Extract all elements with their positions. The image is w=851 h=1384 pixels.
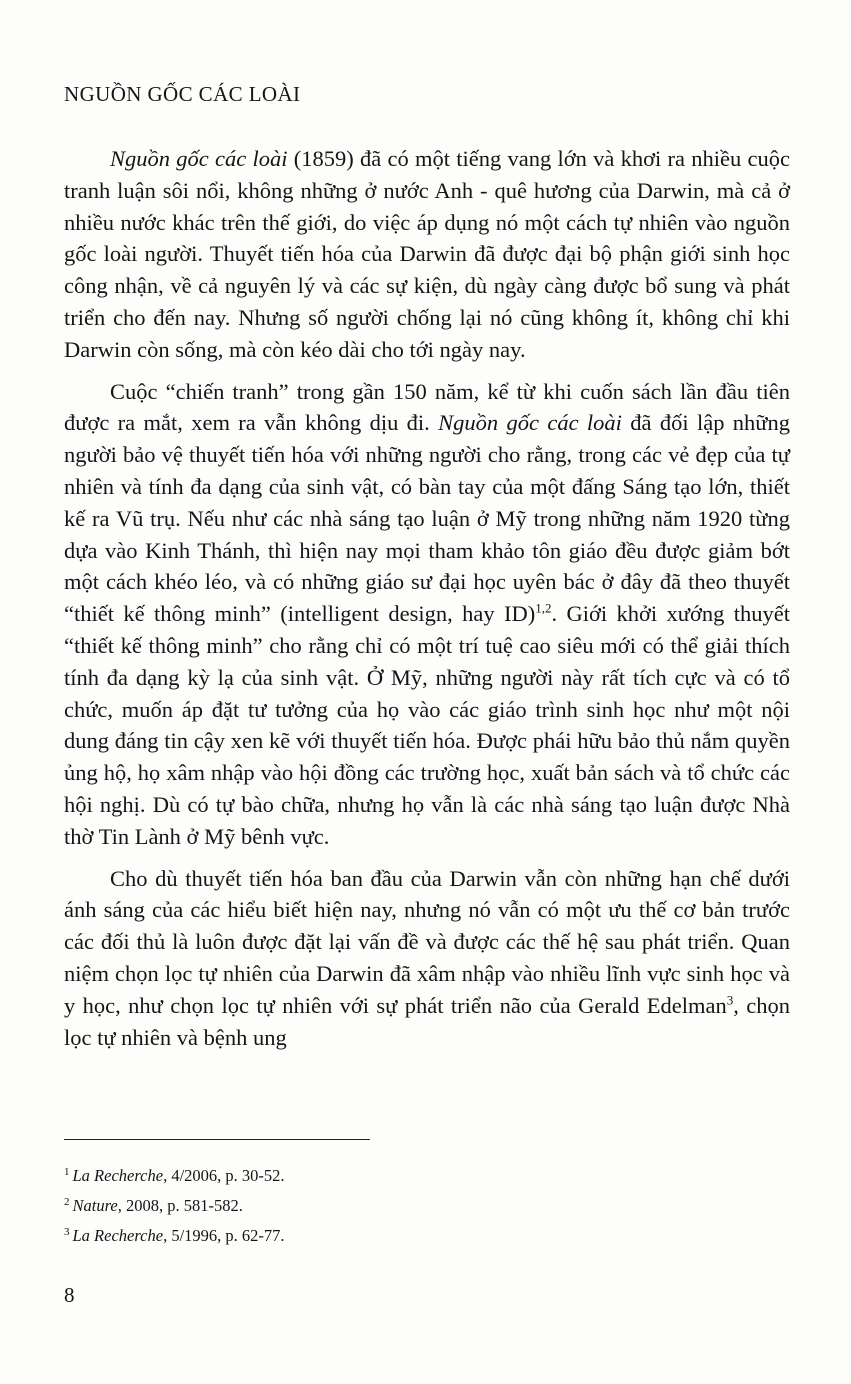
footnote-2	[64, 1191, 285, 1221]
running-header: NGUỒN GỐC CÁC LOÀI	[64, 82, 301, 106]
paragraph-2-text-b: đã đối lập những người bảo vệ thuyết tiến hóa với những người cho rằng, trong các vẻ đẹp của tự nhiên và tính đa dạng của sinh vật, có bàn tay của một đấng Sáng tạo lớn, thiết kế ra Vũ trụ. Nếu như các nhà sáng tạo luận ở Mỹ trong những năm 1920 từng dựa vào Kinh Thánh, thì hiện nay mọi tham khảo tôn giáo đều được giảm bớt một cách khéo léo, và có những giáo sư đại học uyên bác ở đây đã theo thuyết “thiết kế thông minh” (intelligent design, hay ID)	[64, 410, 790, 627]
footnote-detail: , 5/1996, p. 62-77.	[163, 1226, 285, 1245]
footnote-divider	[64, 1139, 370, 1140]
paragraph-3-text-b: , chọn lọc tự nhiên và bệnh ung	[64, 992, 790, 1050]
paragraph-1-text: (1859) đã có một tiếng vang lớn và khơi ra nhiều cuộc tranh luận sôi nổi, không những ở nước Anh - quê hương của Darwin, mà cả ở nhiều nước khác trên thế giới, do việc áp dụng nó một cách tự nhiên vào nguồn gốc loài người. Thuyết tiến hóa của Darwin đã được đại bộ phận giới sinh học công nhận, về cả nguyên lý và các sự kiện, dù ngày càng được bổ sung và phát triển cho đến nay. Nhưng số người chống lại nó cũng không ít, không chỉ khi Darwin còn sống, mà còn kéo dài cho tới ngày nay.	[64, 146, 790, 362]
footnote-1	[64, 1161, 285, 1191]
footnote-ref-1-2: 1,2	[535, 600, 552, 616]
footnote-number: 2	[64, 1195, 70, 1208]
book-title-italic: Nguồn gốc các loài	[438, 410, 622, 436]
footnote-number: 1	[64, 1165, 70, 1178]
main-text	[64, 143, 790, 1063]
book-title-italic: Nguồn gốc các loài	[110, 146, 288, 171]
paragraph-2-text-c: . Giới khởi xướng thuyết “thiết kế thông minh” cho rằng chỉ có một trí tuệ cao siêu mới có thể giải thích tính đa dạng kỳ lạ của sinh vật. Ở Mỹ, những người này rất tích cực và có tổ chức, muốn áp đặt tư tưởng của họ vào các giáo trình sinh học như một nội dung đáng tin cậy xen kẽ với thuyết tiến hóa. Được phái hữu bảo thủ nắm quyền ủng hộ, họ xâm nhập vào hội đồng các trường học, xuất bản sách và tổ chức các hội nghị. Dù có tự bào chữa, nhưng họ vẫn là các nhà sáng tạo luận được Nhà thờ Tin Lành ở Mỹ bênh vực.	[64, 601, 790, 849]
footnote-source: La Recherche	[72, 1166, 164, 1185]
footnotes	[64, 1161, 285, 1251]
footnote-3	[64, 1221, 285, 1251]
footnote-number: 3	[64, 1225, 70, 1238]
footnote-ref-3: 3	[726, 992, 734, 1008]
footnote-detail: , 4/2006, p. 30-52.	[163, 1166, 285, 1185]
footnote-detail: , 2008, p. 581-582.	[117, 1196, 243, 1215]
paragraph-2	[64, 376, 790, 853]
paragraph-3	[64, 863, 790, 1054]
paragraph-1	[64, 143, 790, 366]
paragraph-2-text-a: Cuộc “chiến tranh” trong gần 150 năm, kể từ khi cuốn sách lần đầu tiên được ra mắt, xem ra vẫn không dịu đi.	[64, 378, 790, 436]
paragraph-3-text-a: Cho dù thuyết tiến hóa ban đầu của Darwin vẫn còn những hạn chế dưới ánh sáng của các hiểu biết hiện nay, nhưng nó vẫn có một ưu thế cơ bản trước các đối thủ là luôn được đặt lại vấn đề và được các thế hệ sau phát triển. Quan niệm chọn lọc tự nhiên của Darwin đã xâm nhập vào nhiều lĩnh vực sinh học và y học, như chọn lọc tự nhiên với sự phát triển não của Gerald Edelman	[64, 865, 790, 1018]
footnote-source: La Recherche	[72, 1226, 164, 1245]
page-number: 8	[64, 1283, 75, 1307]
footnote-source: Nature	[72, 1196, 118, 1215]
